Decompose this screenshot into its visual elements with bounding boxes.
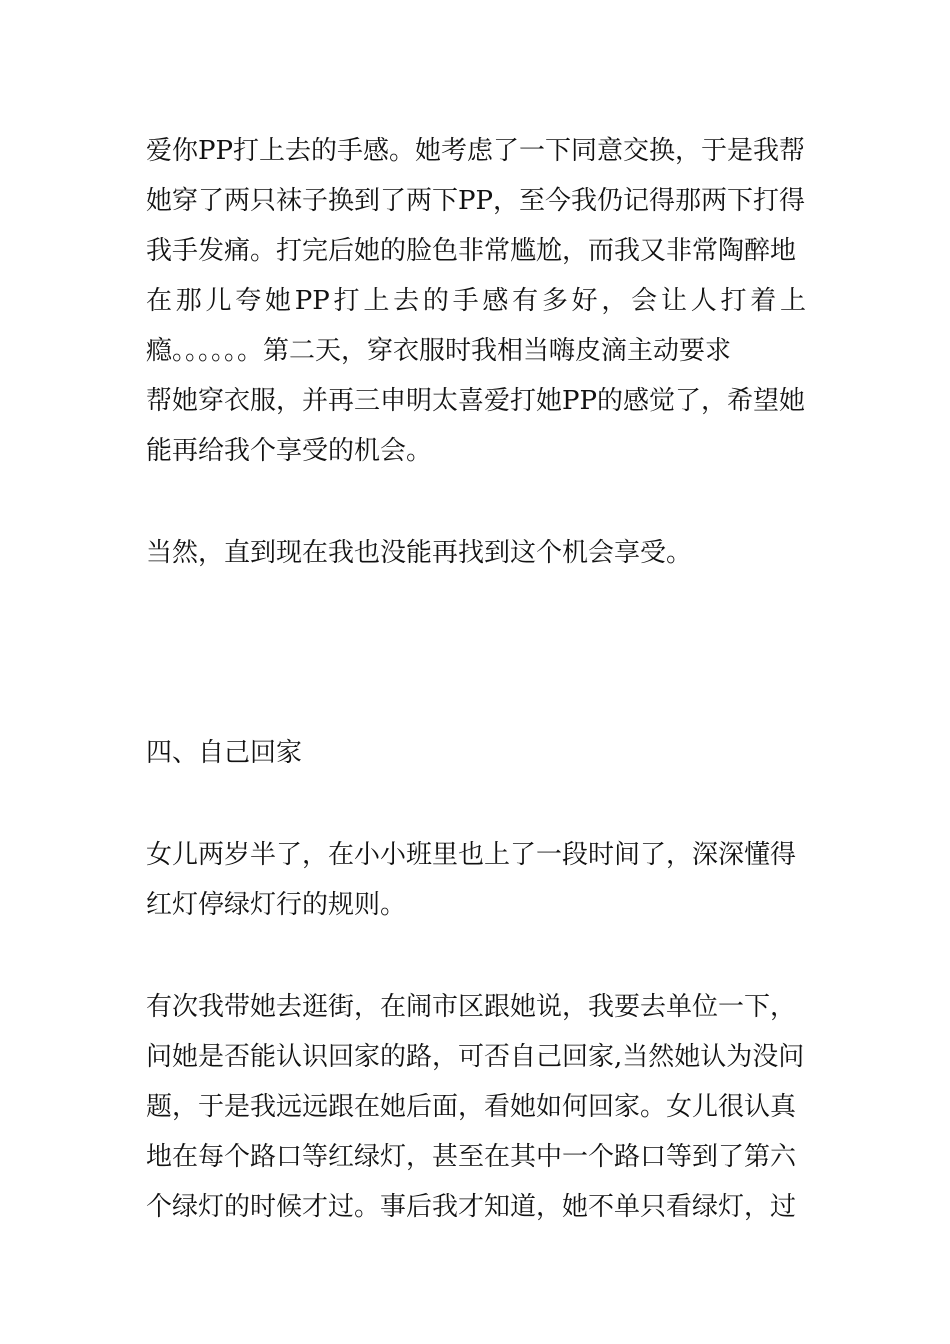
text-line: 能再给我个享受的机会。 — [146, 436, 433, 466]
text-line: 我手发痛。打完后她的脸色非常尴尬，而我又非常陶醉地 — [146, 236, 797, 266]
paragraph-spacer — [146, 476, 806, 528]
text-line: 有次我带她去逛街，在闹市区跟她说，我要去单位一下， — [146, 992, 797, 1022]
text-line: 题，于是我远远跟在她后面，看她如何回家。女儿很认真 — [146, 1092, 797, 1122]
paragraph-spacer — [146, 778, 806, 830]
paragraph-spacer — [146, 930, 806, 982]
text-line: 瘾。。。。。。第二天，穿衣服时我相当嗨皮滴主动要求 — [146, 336, 732, 366]
text-line: 女儿两岁半了，在小小班里也上了一段时间了，深深懂得 — [146, 840, 797, 870]
text-line: 问她是否能认识回家的路，可否自己回家,当然她认为没问 — [146, 1042, 805, 1072]
section-heading — [146, 728, 806, 778]
text-line: 在那儿夸她PP打上去的手感有多好，会让人打着上 — [146, 286, 806, 316]
heading-text: 四、自己回家 — [146, 738, 303, 768]
paragraph-spacer — [146, 578, 806, 728]
paragraph-4 — [146, 982, 806, 1232]
text-line: 当然，直到现在我也没能再找到这个机会享受。 — [146, 538, 693, 568]
paragraph-2 — [146, 528, 806, 578]
text-line: 红灯停绿灯行的规则。 — [146, 890, 407, 920]
text-line: 帮她穿衣服，并再三申明太喜爱打她PP的感觉了，希望她 — [146, 386, 805, 416]
document-body — [146, 126, 806, 1232]
text-line: 她穿了两只袜子换到了两下PP，至今我仍记得那两下打得 — [146, 186, 805, 216]
text-line: 个绿灯的时候才过。事后我才知道，她不单只看绿灯，过 — [146, 1192, 797, 1222]
paragraph-1 — [146, 126, 806, 476]
text-line: 地在每个路口等红绿灯，甚至在其中一个路口等到了第六 — [146, 1142, 797, 1172]
text-line: 爱你PP打上去的手感。她考虑了一下同意交换，于是我帮 — [146, 136, 805, 166]
paragraph-3 — [146, 830, 806, 930]
